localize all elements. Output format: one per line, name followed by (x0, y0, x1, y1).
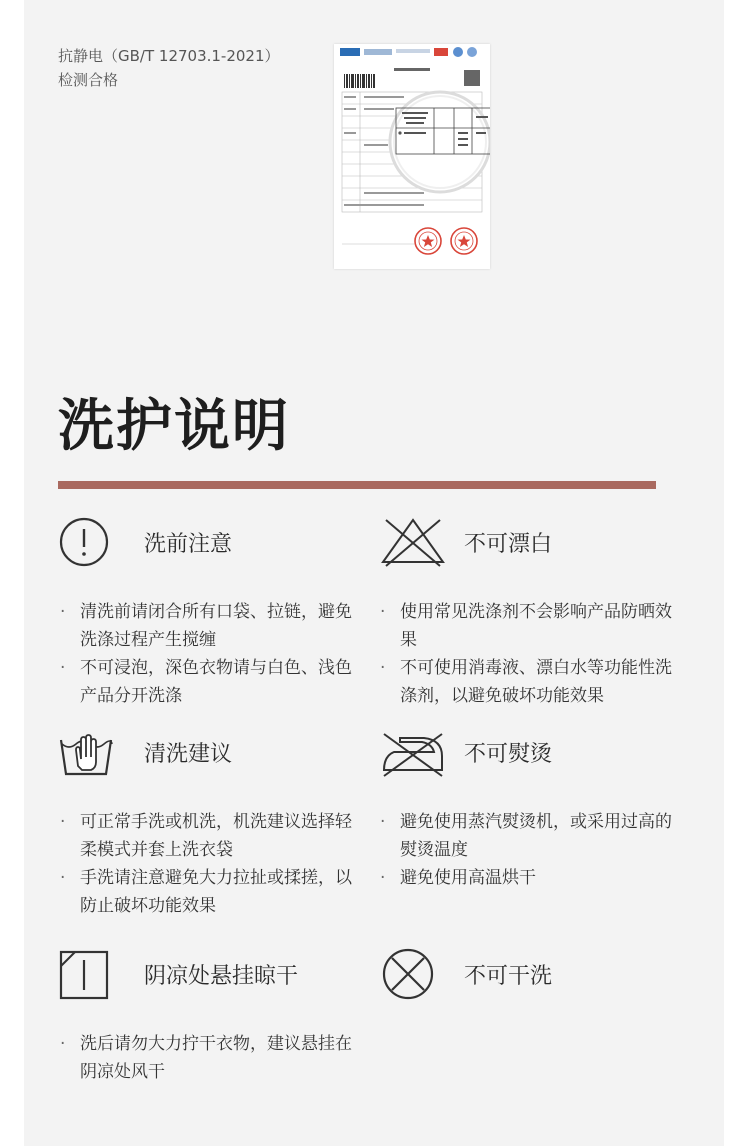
care-note: · 避免使用蒸汽熨烫机，或采用过高的熨烫温度 (378, 808, 688, 864)
care-label: 不可干洗 (464, 964, 553, 989)
certificate-caption-line1: 抗静电（GB/T 12703.1-2021） (58, 47, 280, 65)
care-item-line-dry-shade (58, 948, 358, 1082)
care-item-pre-wash (58, 516, 358, 706)
care-item-no-dry-clean (378, 948, 678, 1008)
certificate-caption-line2: 检测合格 (58, 71, 119, 89)
care-note: · 手洗请注意避免大力拉扯或揉搓，以防止破坏功能效果 (58, 864, 368, 920)
care-note: · 不可浸泡，深色衣物请与白色、浅色产品分开洗涤 (58, 654, 368, 710)
care-notes (58, 1030, 368, 1086)
care-item-no-iron (378, 726, 678, 888)
care-label: 清洗建议 (144, 742, 233, 767)
product-detail-page (24, 0, 724, 1146)
care-label: 洗前注意 (144, 532, 233, 557)
care-note: · 使用常见洗涤剂不会影响产品防晒效果 (378, 598, 688, 654)
care-notes (378, 598, 688, 710)
line-dry-shade-icon (58, 948, 114, 1004)
care-note: · 清洗前请闭合所有口袋、拉链，避免洗涤过程产生搅缠 (58, 598, 368, 654)
no-bleach-icon (378, 516, 448, 572)
title-divider (58, 481, 656, 489)
certificate-caption (58, 44, 280, 92)
care-note: · 避免使用高温烘干 (378, 864, 688, 892)
hand-wash-icon (58, 726, 114, 782)
care-note: · 不可使用消毒液、漂白水等功能性洗涤剂，以避免破坏功能效果 (378, 654, 688, 710)
no-dry-clean-icon (378, 948, 442, 1004)
care-label: 阴凉处悬挂晾干 (144, 964, 299, 989)
care-item-wash-advice (58, 726, 358, 916)
care-notes (58, 808, 368, 920)
care-notes (378, 808, 688, 892)
care-label: 不可漂白 (464, 532, 553, 557)
exclamation-circle-icon (58, 516, 114, 572)
care-label: 不可熨烫 (464, 742, 553, 767)
care-note: · 可正常手洗或机洗，机洗建议选择轻柔模式并套上洗衣袋 (58, 808, 368, 864)
care-notes (58, 598, 368, 710)
no-iron-icon (378, 726, 448, 782)
page-title: 洗护说明 (58, 394, 290, 459)
care-note: · 洗后请勿大力拧干衣物，建议悬挂在阴凉处风干 (58, 1030, 368, 1086)
care-item-no-bleach (378, 516, 678, 706)
test-report-image (334, 44, 490, 269)
